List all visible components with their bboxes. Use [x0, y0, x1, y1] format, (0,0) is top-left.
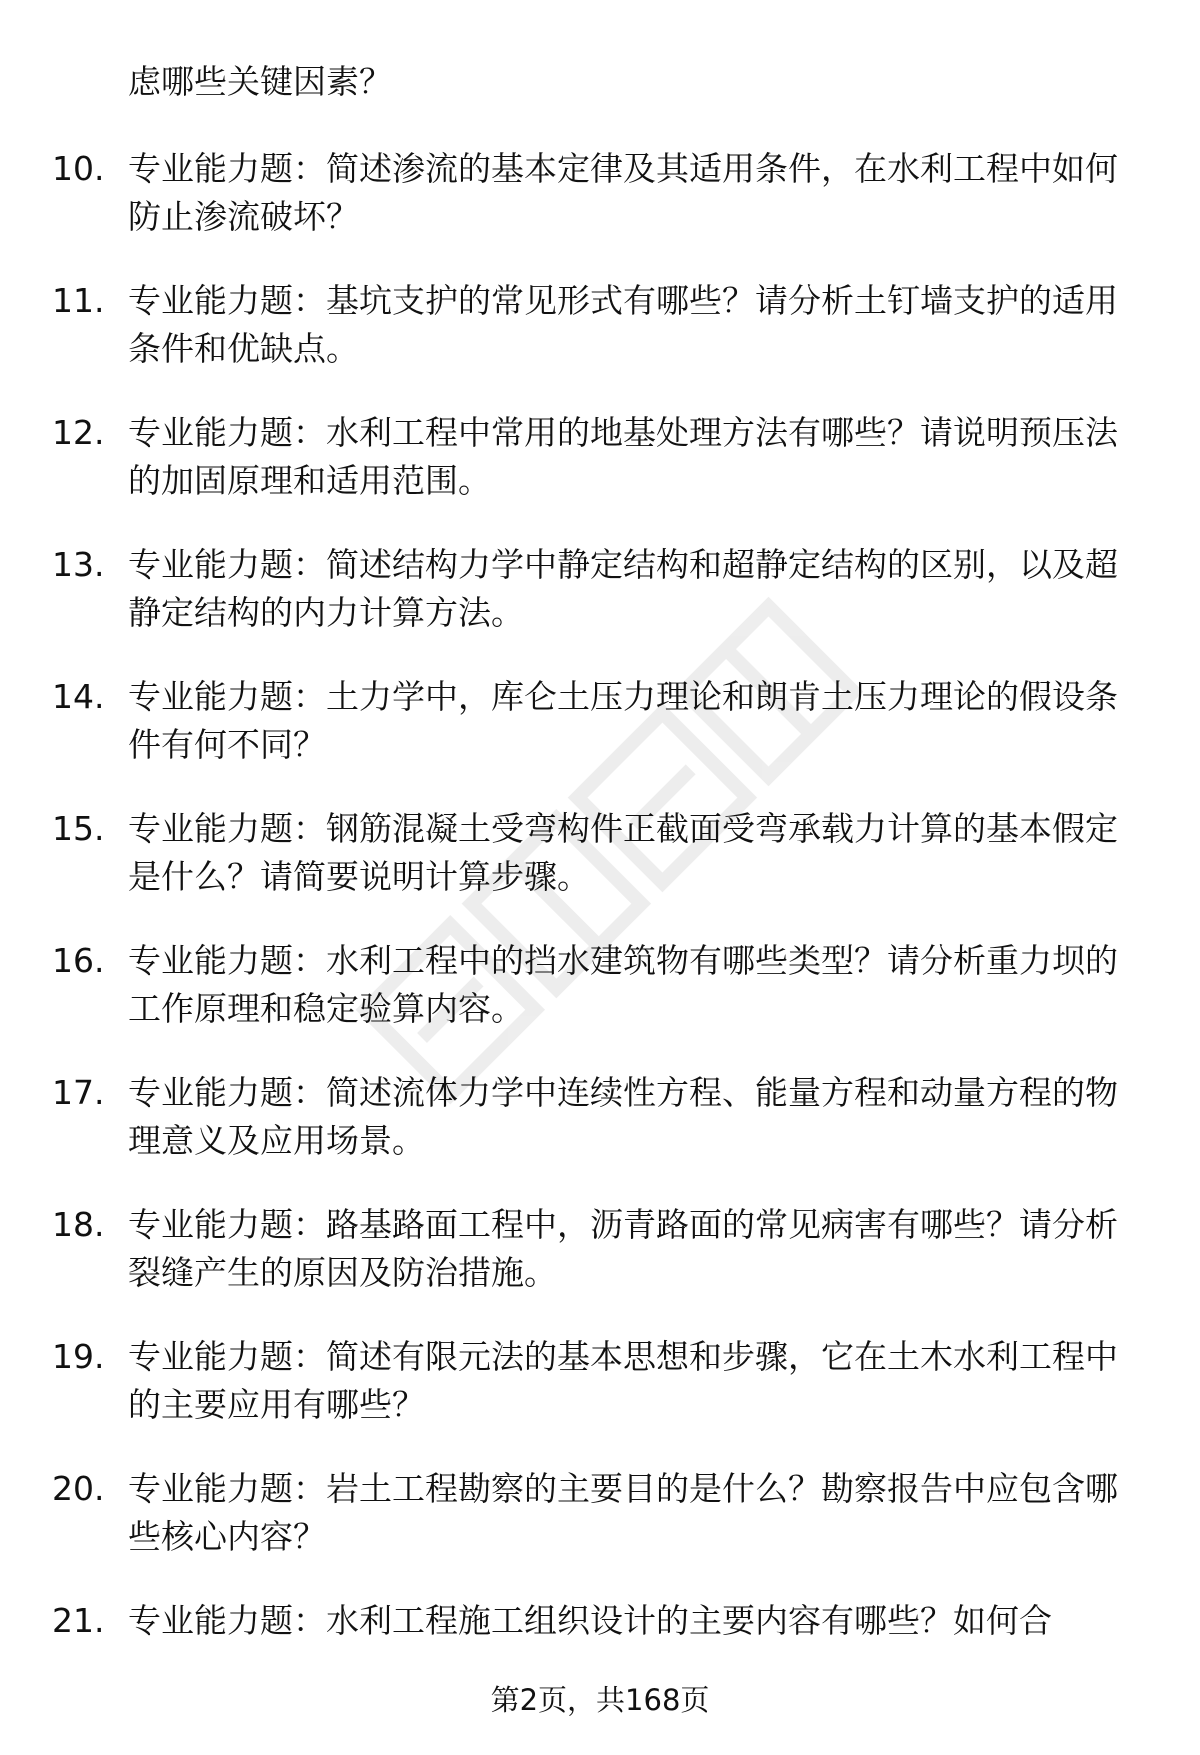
question-text: 专业能力题：水利工程施工组织设计的主要内容有哪些？如何合 — [128, 1601, 1052, 1640]
question-item — [0, 1069, 1200, 1201]
question-number: 18. — [52, 1205, 105, 1244]
page-footer: 第2页，共168页 — [490, 1683, 710, 1717]
question-text: 专业能力题：简述有限元法的基本思想和步骤，它在土木水利工程中的主要应用有哪些？ — [128, 1337, 1118, 1424]
question-number: 12. — [52, 413, 105, 452]
question-number: 14. — [52, 677, 105, 716]
question-text: 专业能力题：水利工程中的挡水建筑物有哪些类型？请分析重力坝的工作原理和稳定验算内容。 — [128, 941, 1118, 1028]
question-item — [0, 409, 1200, 541]
question-text: 专业能力题：简述渗流的基本定律及其适用条件，在水利工程中如何防止渗流破坏？ — [128, 149, 1118, 236]
question-item — [0, 277, 1200, 409]
question-text: 专业能力题：基坑支护的常见形式有哪些？请分析土钉墙支护的适用条件和优缺点。 — [128, 281, 1118, 368]
question-text: 专业能力题：土力学中，库仑土压力理论和朗肯土压力理论的假设条件有何不同？ — [128, 677, 1118, 764]
question-item — [0, 1333, 1200, 1465]
question-item — [0, 541, 1200, 673]
question-text: 专业能力题：水利工程中常用的地基处理方法有哪些？请说明预压法的加固原理和适用范围。 — [128, 413, 1118, 500]
question-number: 10. — [52, 149, 105, 188]
question-item — [0, 1465, 1200, 1597]
question-item — [0, 1201, 1200, 1333]
question-text: 专业能力题：岩土工程勘察的主要目的是什么？勘察报告中应包含哪些核心内容？ — [128, 1469, 1118, 1556]
question-text: 专业能力题：简述流体力学中连续性方程、能量方程和动量方程的物理意义及应用场景。 — [128, 1073, 1118, 1160]
question-number: 15. — [52, 809, 105, 848]
question-item — [0, 145, 1200, 277]
question-number: 13. — [52, 545, 105, 584]
question-number: 11. — [52, 281, 105, 320]
question-text: 专业能力题：简述结构力学中静定结构和超静定结构的区别，以及超静定结构的内力计算方法。 — [128, 545, 1118, 632]
question-list — [0, 145, 1200, 1729]
question-number: 19. — [52, 1337, 105, 1376]
question-number: 20. — [52, 1469, 105, 1508]
question-text: 专业能力题：路基路面工程中，沥青路面的常见病害有哪些？请分析裂缝产生的原因及防治措施。 — [128, 1205, 1118, 1292]
continuation-text: 虑哪些关键因素？ — [128, 62, 392, 101]
question-number: 16. — [52, 941, 105, 980]
question-item — [0, 937, 1200, 1069]
question-number: 21. — [52, 1601, 105, 1640]
question-item — [0, 805, 1200, 937]
question-item — [0, 673, 1200, 805]
question-number: 17. — [52, 1073, 105, 1112]
question-text: 专业能力题：钢筋混凝土受弯构件正截面受弯承载力计算的基本假定是什么？请简要说明计算步骤。 — [128, 809, 1118, 896]
